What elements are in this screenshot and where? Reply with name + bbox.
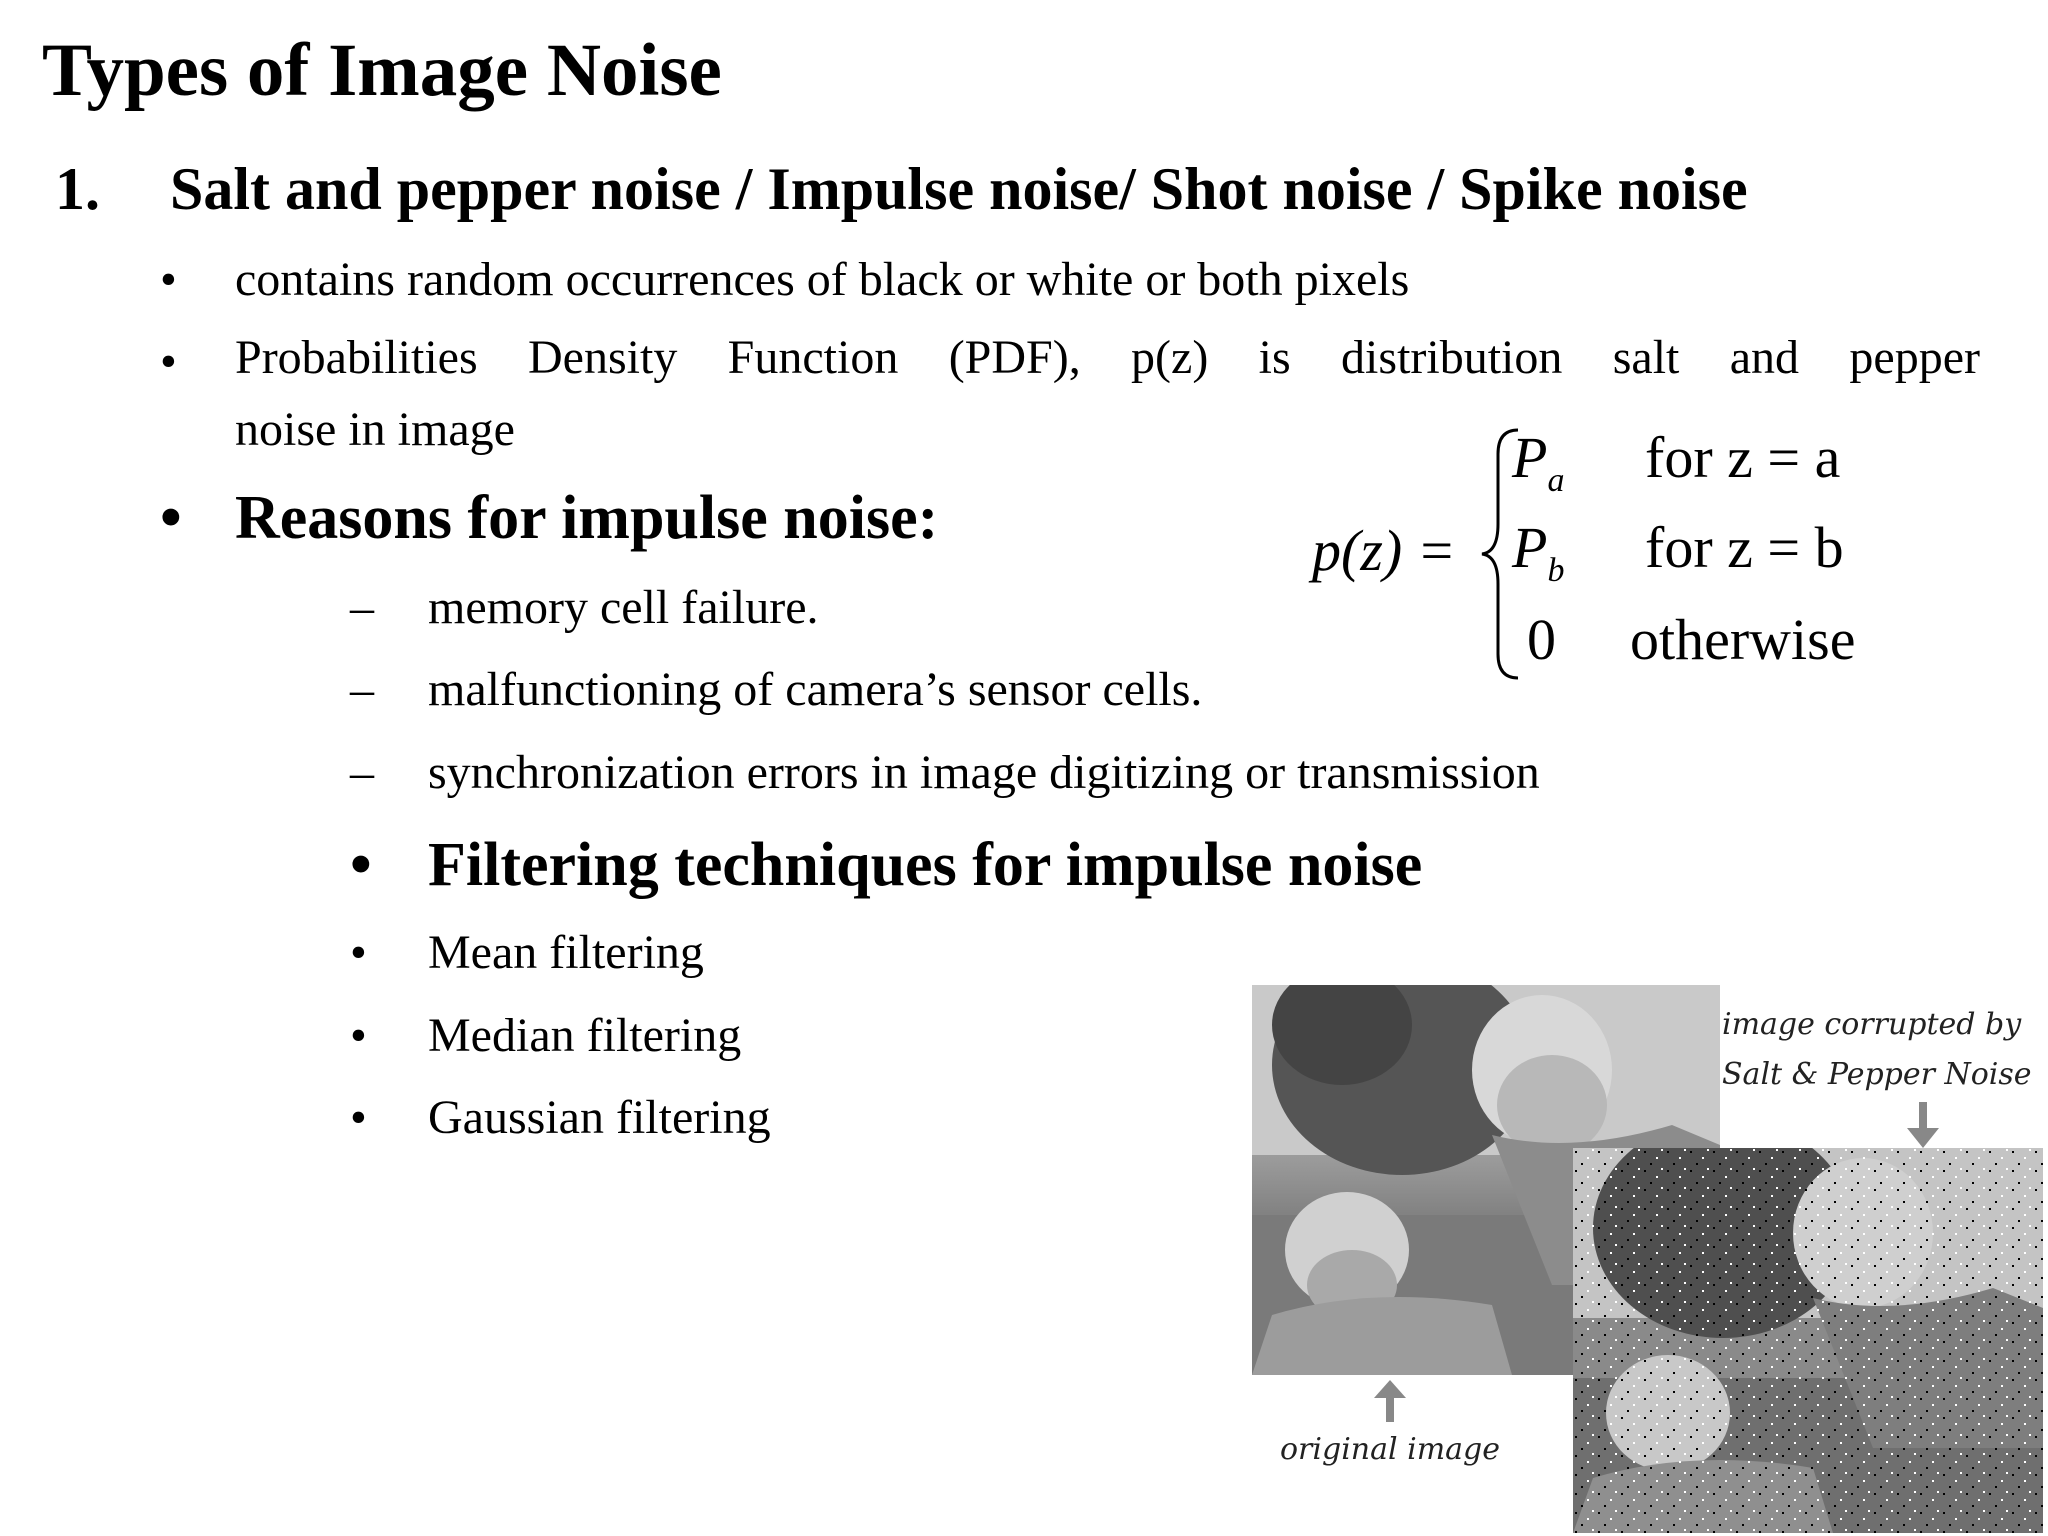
case2-condition: for z = b [1645,515,1844,580]
bullet-random-occurrences: contains random occurrences of black or white or both pixels [235,253,1410,306]
arrow-down-icon [1905,1100,1941,1150]
formula-lhs: p(z) = [1312,518,1456,583]
label-corrupted-line2: Salt & Pepper Noise [1722,1057,2032,1092]
bullet-marker: • [350,1009,367,1062]
reason-item: synchronization errors in image digitizing or transmission [428,746,1540,799]
filter-item: Gaussian filtering [428,1091,771,1144]
case1-value: $P_a$ [1512,425,1565,499]
bullet-marker: • [350,831,372,899]
filtering-heading: Filtering techniques for impulse noise [428,831,1423,899]
bullet-marker: • [350,926,367,979]
page-title: Types of Image Noise [42,29,722,112]
filter-item: Mean filtering [428,926,704,979]
arrow-up-icon [1372,1378,1408,1424]
reason-item: memory cell failure. [428,581,819,634]
noisy-image [1573,1148,2043,1533]
bullet-pdf-line2: noise in image [235,403,515,456]
label-original: original image [1280,1432,1501,1467]
reasons-heading: Reasons for impulse noise: [235,484,939,552]
label-corrupted-line1: image corrupted by [1722,1007,2022,1042]
case2-value: $P_b$ [1512,515,1565,589]
dash-marker: – [350,663,374,716]
section-number: 1. [55,156,100,222]
bullet-marker: • [350,1091,367,1144]
dash-marker: – [350,746,374,799]
bullet-marker: • [160,484,182,552]
filter-item: Median filtering [428,1009,742,1062]
bullet-marker: • [160,253,177,306]
case3-condition: otherwise [1630,607,1856,672]
dash-marker: – [350,581,374,634]
bullet-marker: • [160,335,177,388]
bullet-pdf-line1: Probabilities Density Function (PDF), p(z) is distribution salt and pepper [235,331,1980,384]
reason-item: malfunctioning of camera’s sensor cells. [428,663,1203,716]
section-title: Salt and pepper noise / Impulse noise/ Shot noise / Spike noise [170,156,1748,222]
case3-value: 0 [1527,607,1556,672]
case1-condition: for z = a [1645,425,1841,490]
